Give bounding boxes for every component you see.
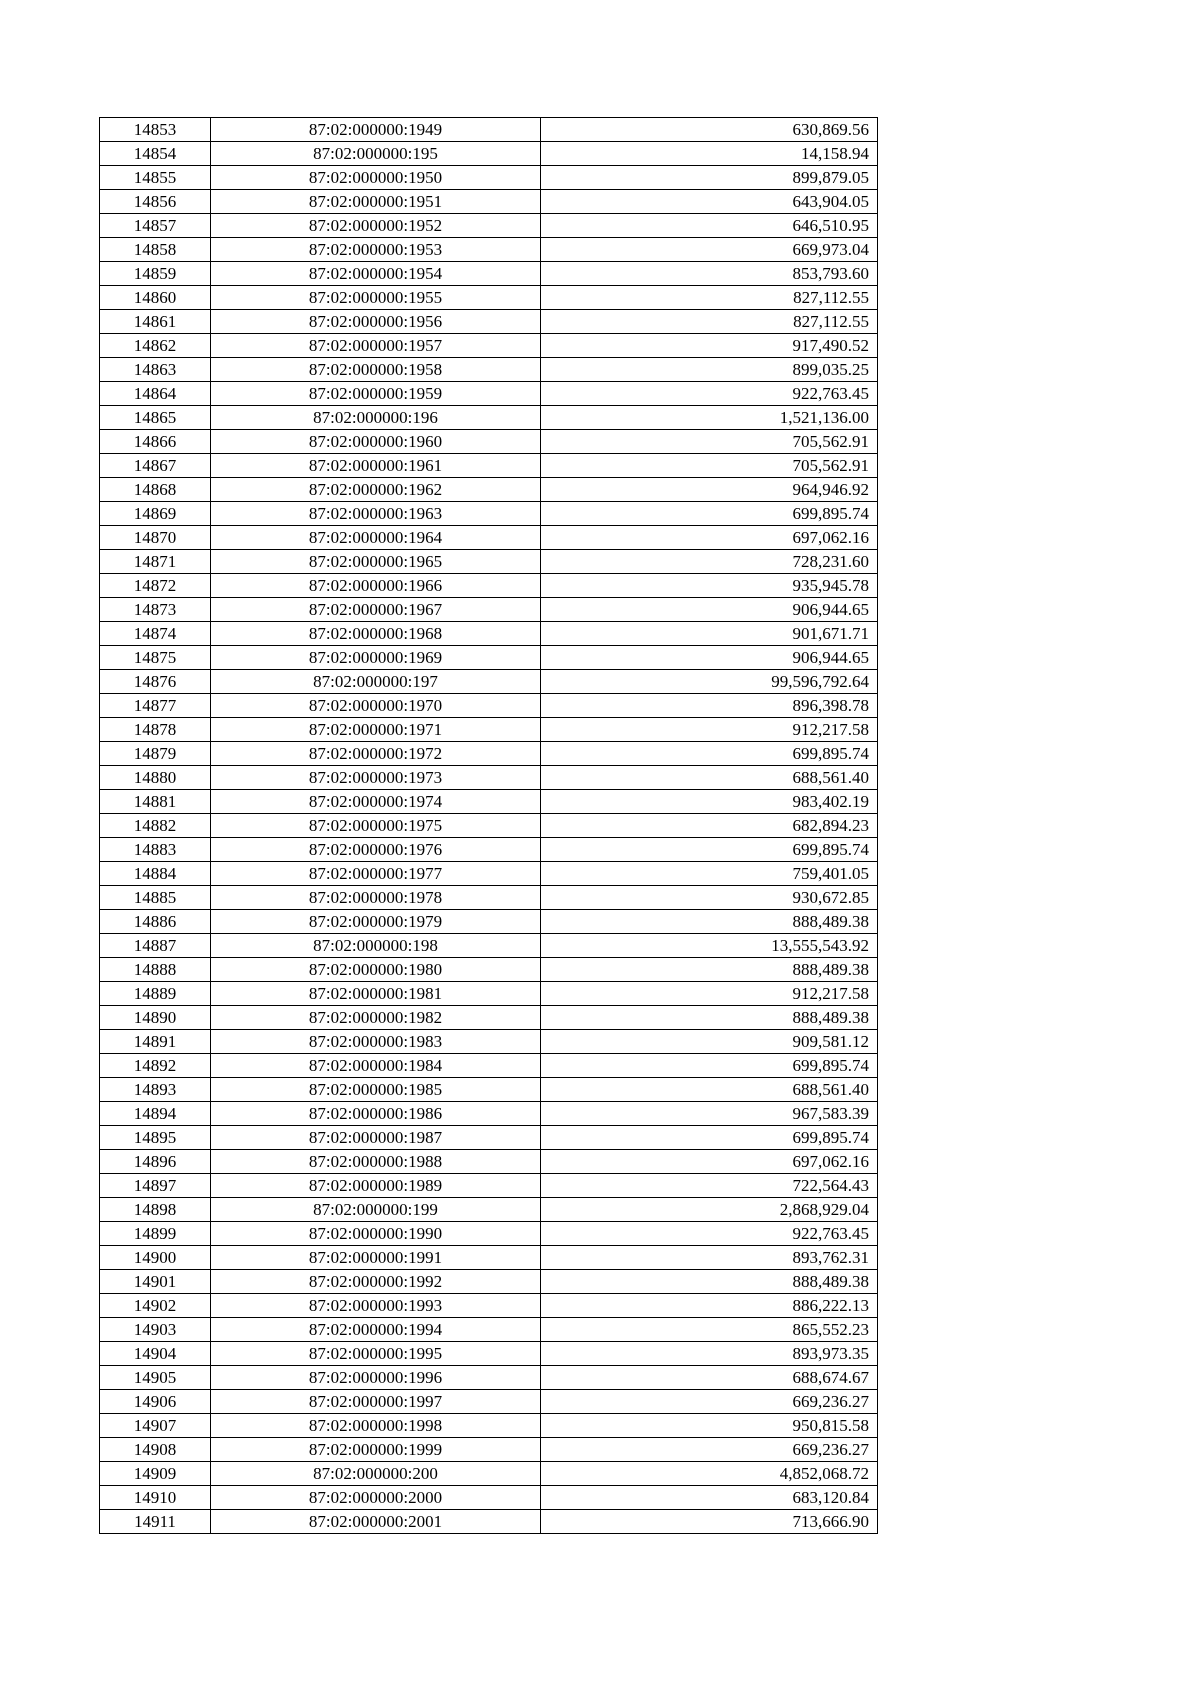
cadastral-number-cell: 87:02:000000:1954 (211, 262, 541, 286)
row-number-cell: 14865 (100, 406, 211, 430)
amount-cell: 917,490.52 (541, 334, 878, 358)
cadastral-number-cell: 87:02:000000:1976 (211, 838, 541, 862)
cadastral-number-cell: 87:02:000000:1966 (211, 574, 541, 598)
row-number-cell: 14854 (100, 142, 211, 166)
table-row (100, 1126, 878, 1150)
row-number-cell: 14871 (100, 550, 211, 574)
amount-cell: 14,158.94 (541, 142, 878, 166)
cadastral-number-cell: 87:02:000000:1988 (211, 1150, 541, 1174)
cadastral-number-cell: 87:02:000000:1980 (211, 958, 541, 982)
row-number-cell: 14853 (100, 118, 211, 142)
cadastral-number-cell: 87:02:000000:1953 (211, 238, 541, 262)
table-row (100, 646, 878, 670)
amount-cell: 682,894.23 (541, 814, 878, 838)
row-number-cell: 14906 (100, 1390, 211, 1414)
cadastral-number-cell: 87:02:000000:1973 (211, 766, 541, 790)
amount-cell: 669,973.04 (541, 238, 878, 262)
cadastral-number-cell: 87:02:000000:1955 (211, 286, 541, 310)
amount-cell: 705,562.91 (541, 454, 878, 478)
amount-cell: 699,895.74 (541, 1054, 878, 1078)
cadastral-number-cell: 87:02:000000:1981 (211, 982, 541, 1006)
table-row (100, 982, 878, 1006)
row-number-cell: 14880 (100, 766, 211, 790)
table-row (100, 838, 878, 862)
amount-cell: 705,562.91 (541, 430, 878, 454)
amount-cell: 964,946.92 (541, 478, 878, 502)
row-number-cell: 14872 (100, 574, 211, 598)
table-row (100, 1174, 878, 1198)
row-number-cell: 14884 (100, 862, 211, 886)
amount-cell: 893,973.35 (541, 1342, 878, 1366)
row-number-cell: 14905 (100, 1366, 211, 1390)
row-number-cell: 14876 (100, 670, 211, 694)
cadastral-number-cell: 87:02:000000:200 (211, 1462, 541, 1486)
cadastral-number-cell: 87:02:000000:1992 (211, 1270, 541, 1294)
cadastral-number-cell: 87:02:000000:1965 (211, 550, 541, 574)
table-row (100, 1462, 878, 1486)
row-number-cell: 14897 (100, 1174, 211, 1198)
row-number-cell: 14900 (100, 1246, 211, 1270)
amount-cell: 888,489.38 (541, 958, 878, 982)
table-row (100, 958, 878, 982)
cadastral-number-cell: 87:02:000000:1998 (211, 1414, 541, 1438)
row-number-cell: 14873 (100, 598, 211, 622)
cadastral-number-cell: 87:02:000000:1959 (211, 382, 541, 406)
table-row (100, 598, 878, 622)
row-number-cell: 14901 (100, 1270, 211, 1294)
amount-cell: 1,521,136.00 (541, 406, 878, 430)
cadastral-number-cell: 87:02:000000:195 (211, 142, 541, 166)
amount-cell: 909,581.12 (541, 1030, 878, 1054)
amount-cell: 688,561.40 (541, 766, 878, 790)
row-number-cell: 14893 (100, 1078, 211, 1102)
row-number-cell: 14855 (100, 166, 211, 190)
amount-cell: 683,120.84 (541, 1486, 878, 1510)
row-number-cell: 14868 (100, 478, 211, 502)
table-row (100, 1342, 878, 1366)
cadastral-number-cell: 87:02:000000:2001 (211, 1510, 541, 1534)
table-row (100, 526, 878, 550)
amount-cell: 853,793.60 (541, 262, 878, 286)
amount-cell: 922,763.45 (541, 1222, 878, 1246)
table-row (100, 334, 878, 358)
cadastral-number-cell: 87:02:000000:1960 (211, 430, 541, 454)
row-number-cell: 14859 (100, 262, 211, 286)
table-row (100, 694, 878, 718)
table-row (100, 262, 878, 286)
amount-cell: 930,672.85 (541, 886, 878, 910)
table-row (100, 766, 878, 790)
amount-cell: 669,236.27 (541, 1438, 878, 1462)
amount-cell: 697,062.16 (541, 1150, 878, 1174)
row-number-cell: 14894 (100, 1102, 211, 1126)
row-number-cell: 14889 (100, 982, 211, 1006)
amount-cell: 899,035.25 (541, 358, 878, 382)
amount-cell: 699,895.74 (541, 742, 878, 766)
amount-cell: 888,489.38 (541, 1006, 878, 1030)
row-number-cell: 14874 (100, 622, 211, 646)
table-row (100, 454, 878, 478)
table-row (100, 1486, 878, 1510)
cadastral-number-cell: 87:02:000000:1971 (211, 718, 541, 742)
table-row (100, 1150, 878, 1174)
table-row (100, 1030, 878, 1054)
cadastral-number-cell: 87:02:000000:1974 (211, 790, 541, 814)
row-number-cell: 14875 (100, 646, 211, 670)
cadastral-number-cell: 87:02:000000:1990 (211, 1222, 541, 1246)
row-number-cell: 14908 (100, 1438, 211, 1462)
amount-cell: 688,674.67 (541, 1366, 878, 1390)
row-number-cell: 14886 (100, 910, 211, 934)
cadastral-number-cell: 87:02:000000:197 (211, 670, 541, 694)
amount-cell: 888,489.38 (541, 910, 878, 934)
row-number-cell: 14904 (100, 1342, 211, 1366)
cadastral-number-cell: 87:02:000000:1961 (211, 454, 541, 478)
cadastral-number-cell: 87:02:000000:1979 (211, 910, 541, 934)
table-row (100, 502, 878, 526)
amount-cell: 699,895.74 (541, 502, 878, 526)
row-number-cell: 14864 (100, 382, 211, 406)
amount-cell: 697,062.16 (541, 526, 878, 550)
amount-cell: 896,398.78 (541, 694, 878, 718)
amount-cell: 901,671.71 (541, 622, 878, 646)
cadastral-number-cell: 87:02:000000:1975 (211, 814, 541, 838)
cadastral-number-cell: 87:02:000000:1984 (211, 1054, 541, 1078)
table-row (100, 478, 878, 502)
cadastral-number-cell: 87:02:000000:1970 (211, 694, 541, 718)
cadastral-number-cell: 87:02:000000:1986 (211, 1102, 541, 1126)
data-table (99, 117, 878, 1534)
row-number-cell: 14902 (100, 1294, 211, 1318)
table-row (100, 718, 878, 742)
table-row (100, 934, 878, 958)
cadastral-number-cell: 87:02:000000:2000 (211, 1486, 541, 1510)
cadastral-number-cell: 87:02:000000:1997 (211, 1390, 541, 1414)
amount-cell: 630,869.56 (541, 118, 878, 142)
table-row (100, 886, 878, 910)
cadastral-number-cell: 87:02:000000:1994 (211, 1318, 541, 1342)
cadastral-number-cell: 87:02:000000:1978 (211, 886, 541, 910)
row-number-cell: 14869 (100, 502, 211, 526)
row-number-cell: 14860 (100, 286, 211, 310)
table-row (100, 1078, 878, 1102)
cadastral-number-cell: 87:02:000000:198 (211, 934, 541, 958)
row-number-cell: 14887 (100, 934, 211, 958)
amount-cell: 699,895.74 (541, 838, 878, 862)
row-number-cell: 14858 (100, 238, 211, 262)
row-number-cell: 14867 (100, 454, 211, 478)
table-row (100, 406, 878, 430)
row-number-cell: 14881 (100, 790, 211, 814)
row-number-cell: 14861 (100, 310, 211, 334)
amount-cell: 912,217.58 (541, 982, 878, 1006)
amount-cell: 922,763.45 (541, 382, 878, 406)
amount-cell: 906,944.65 (541, 598, 878, 622)
row-number-cell: 14898 (100, 1198, 211, 1222)
table-body (100, 118, 878, 1534)
amount-cell: 13,555,543.92 (541, 934, 878, 958)
table-row (100, 1414, 878, 1438)
row-number-cell: 14877 (100, 694, 211, 718)
table-row (100, 382, 878, 406)
table-row (100, 118, 878, 142)
amount-cell: 935,945.78 (541, 574, 878, 598)
cadastral-number-cell: 87:02:000000:1983 (211, 1030, 541, 1054)
table-row (100, 1270, 878, 1294)
table-row (100, 1294, 878, 1318)
table-row (100, 1390, 878, 1414)
cadastral-number-cell: 87:02:000000:1991 (211, 1246, 541, 1270)
table-row (100, 142, 878, 166)
table-row (100, 1438, 878, 1462)
cadastral-number-cell: 87:02:000000:1967 (211, 598, 541, 622)
amount-cell: 688,561.40 (541, 1078, 878, 1102)
cadastral-number-cell: 87:02:000000:1951 (211, 190, 541, 214)
amount-cell: 722,564.43 (541, 1174, 878, 1198)
cadastral-number-cell: 87:02:000000:1962 (211, 478, 541, 502)
row-number-cell: 14862 (100, 334, 211, 358)
table-row (100, 622, 878, 646)
cadastral-number-cell: 87:02:000000:1987 (211, 1126, 541, 1150)
row-number-cell: 14903 (100, 1318, 211, 1342)
amount-cell: 983,402.19 (541, 790, 878, 814)
amount-cell: 886,222.13 (541, 1294, 878, 1318)
table-row (100, 1102, 878, 1126)
cadastral-number-cell: 87:02:000000:1952 (211, 214, 541, 238)
row-number-cell: 14870 (100, 526, 211, 550)
table-row (100, 286, 878, 310)
row-number-cell: 14857 (100, 214, 211, 238)
row-number-cell: 14895 (100, 1126, 211, 1150)
cadastral-number-cell: 87:02:000000:1956 (211, 310, 541, 334)
cadastral-number-cell: 87:02:000000:1968 (211, 622, 541, 646)
amount-cell: 669,236.27 (541, 1390, 878, 1414)
table-row (100, 814, 878, 838)
cadastral-number-cell: 87:02:000000:1996 (211, 1366, 541, 1390)
table-row (100, 862, 878, 886)
amount-cell: 643,904.05 (541, 190, 878, 214)
row-number-cell: 14890 (100, 1006, 211, 1030)
amount-cell: 699,895.74 (541, 1126, 878, 1150)
cadastral-number-cell: 87:02:000000:199 (211, 1198, 541, 1222)
table-row (100, 1054, 878, 1078)
table-row (100, 1318, 878, 1342)
table-row (100, 1006, 878, 1030)
amount-cell: 99,596,792.64 (541, 670, 878, 694)
amount-cell: 967,583.39 (541, 1102, 878, 1126)
cadastral-number-cell: 87:02:000000:1972 (211, 742, 541, 766)
row-number-cell: 14907 (100, 1414, 211, 1438)
cadastral-number-cell: 87:02:000000:1957 (211, 334, 541, 358)
cadastral-number-cell: 87:02:000000:1982 (211, 1006, 541, 1030)
amount-cell: 912,217.58 (541, 718, 878, 742)
amount-cell: 906,944.65 (541, 646, 878, 670)
row-number-cell: 14856 (100, 190, 211, 214)
amount-cell: 713,666.90 (541, 1510, 878, 1534)
table-row (100, 550, 878, 574)
table-row (100, 214, 878, 238)
table-row (100, 310, 878, 334)
row-number-cell: 14888 (100, 958, 211, 982)
amount-cell: 4,852,068.72 (541, 1462, 878, 1486)
cadastral-number-cell: 87:02:000000:1949 (211, 118, 541, 142)
amount-cell: 899,879.05 (541, 166, 878, 190)
table-row (100, 790, 878, 814)
cadastral-number-cell: 87:02:000000:1999 (211, 1438, 541, 1462)
row-number-cell: 14891 (100, 1030, 211, 1054)
amount-cell: 950,815.58 (541, 1414, 878, 1438)
amount-cell: 888,489.38 (541, 1270, 878, 1294)
table-row (100, 742, 878, 766)
row-number-cell: 14878 (100, 718, 211, 742)
row-number-cell: 14892 (100, 1054, 211, 1078)
cadastral-number-cell: 87:02:000000:1958 (211, 358, 541, 382)
table-row (100, 430, 878, 454)
cadastral-number-cell: 87:02:000000:1995 (211, 1342, 541, 1366)
row-number-cell: 14863 (100, 358, 211, 382)
amount-cell: 728,231.60 (541, 550, 878, 574)
row-number-cell: 14879 (100, 742, 211, 766)
amount-cell: 827,112.55 (541, 310, 878, 334)
row-number-cell: 14885 (100, 886, 211, 910)
table-row (100, 1510, 878, 1534)
table-row (100, 1366, 878, 1390)
row-number-cell: 14909 (100, 1462, 211, 1486)
row-number-cell: 14911 (100, 1510, 211, 1534)
row-number-cell: 14896 (100, 1150, 211, 1174)
amount-cell: 759,401.05 (541, 862, 878, 886)
table-row (100, 574, 878, 598)
table-row (100, 910, 878, 934)
row-number-cell: 14866 (100, 430, 211, 454)
cadastral-number-cell: 87:02:000000:1964 (211, 526, 541, 550)
table-row (100, 1222, 878, 1246)
amount-cell: 2,868,929.04 (541, 1198, 878, 1222)
cadastral-number-cell: 87:02:000000:1963 (211, 502, 541, 526)
cadastral-number-cell: 87:02:000000:1989 (211, 1174, 541, 1198)
row-number-cell: 14910 (100, 1486, 211, 1510)
cadastral-number-cell: 87:02:000000:1969 (211, 646, 541, 670)
amount-cell: 827,112.55 (541, 286, 878, 310)
table-row (100, 1198, 878, 1222)
amount-cell: 646,510.95 (541, 214, 878, 238)
cadastral-number-cell: 87:02:000000:1985 (211, 1078, 541, 1102)
table-row (100, 670, 878, 694)
amount-cell: 893,762.31 (541, 1246, 878, 1270)
row-number-cell: 14899 (100, 1222, 211, 1246)
table-row (100, 166, 878, 190)
amount-cell: 865,552.23 (541, 1318, 878, 1342)
table-row (100, 1246, 878, 1270)
cadastral-number-cell: 87:02:000000:196 (211, 406, 541, 430)
table-row (100, 238, 878, 262)
cadastral-number-cell: 87:02:000000:1993 (211, 1294, 541, 1318)
table-row (100, 190, 878, 214)
row-number-cell: 14883 (100, 838, 211, 862)
row-number-cell: 14882 (100, 814, 211, 838)
cadastral-number-cell: 87:02:000000:1950 (211, 166, 541, 190)
table-row (100, 358, 878, 382)
cadastral-number-cell: 87:02:000000:1977 (211, 862, 541, 886)
